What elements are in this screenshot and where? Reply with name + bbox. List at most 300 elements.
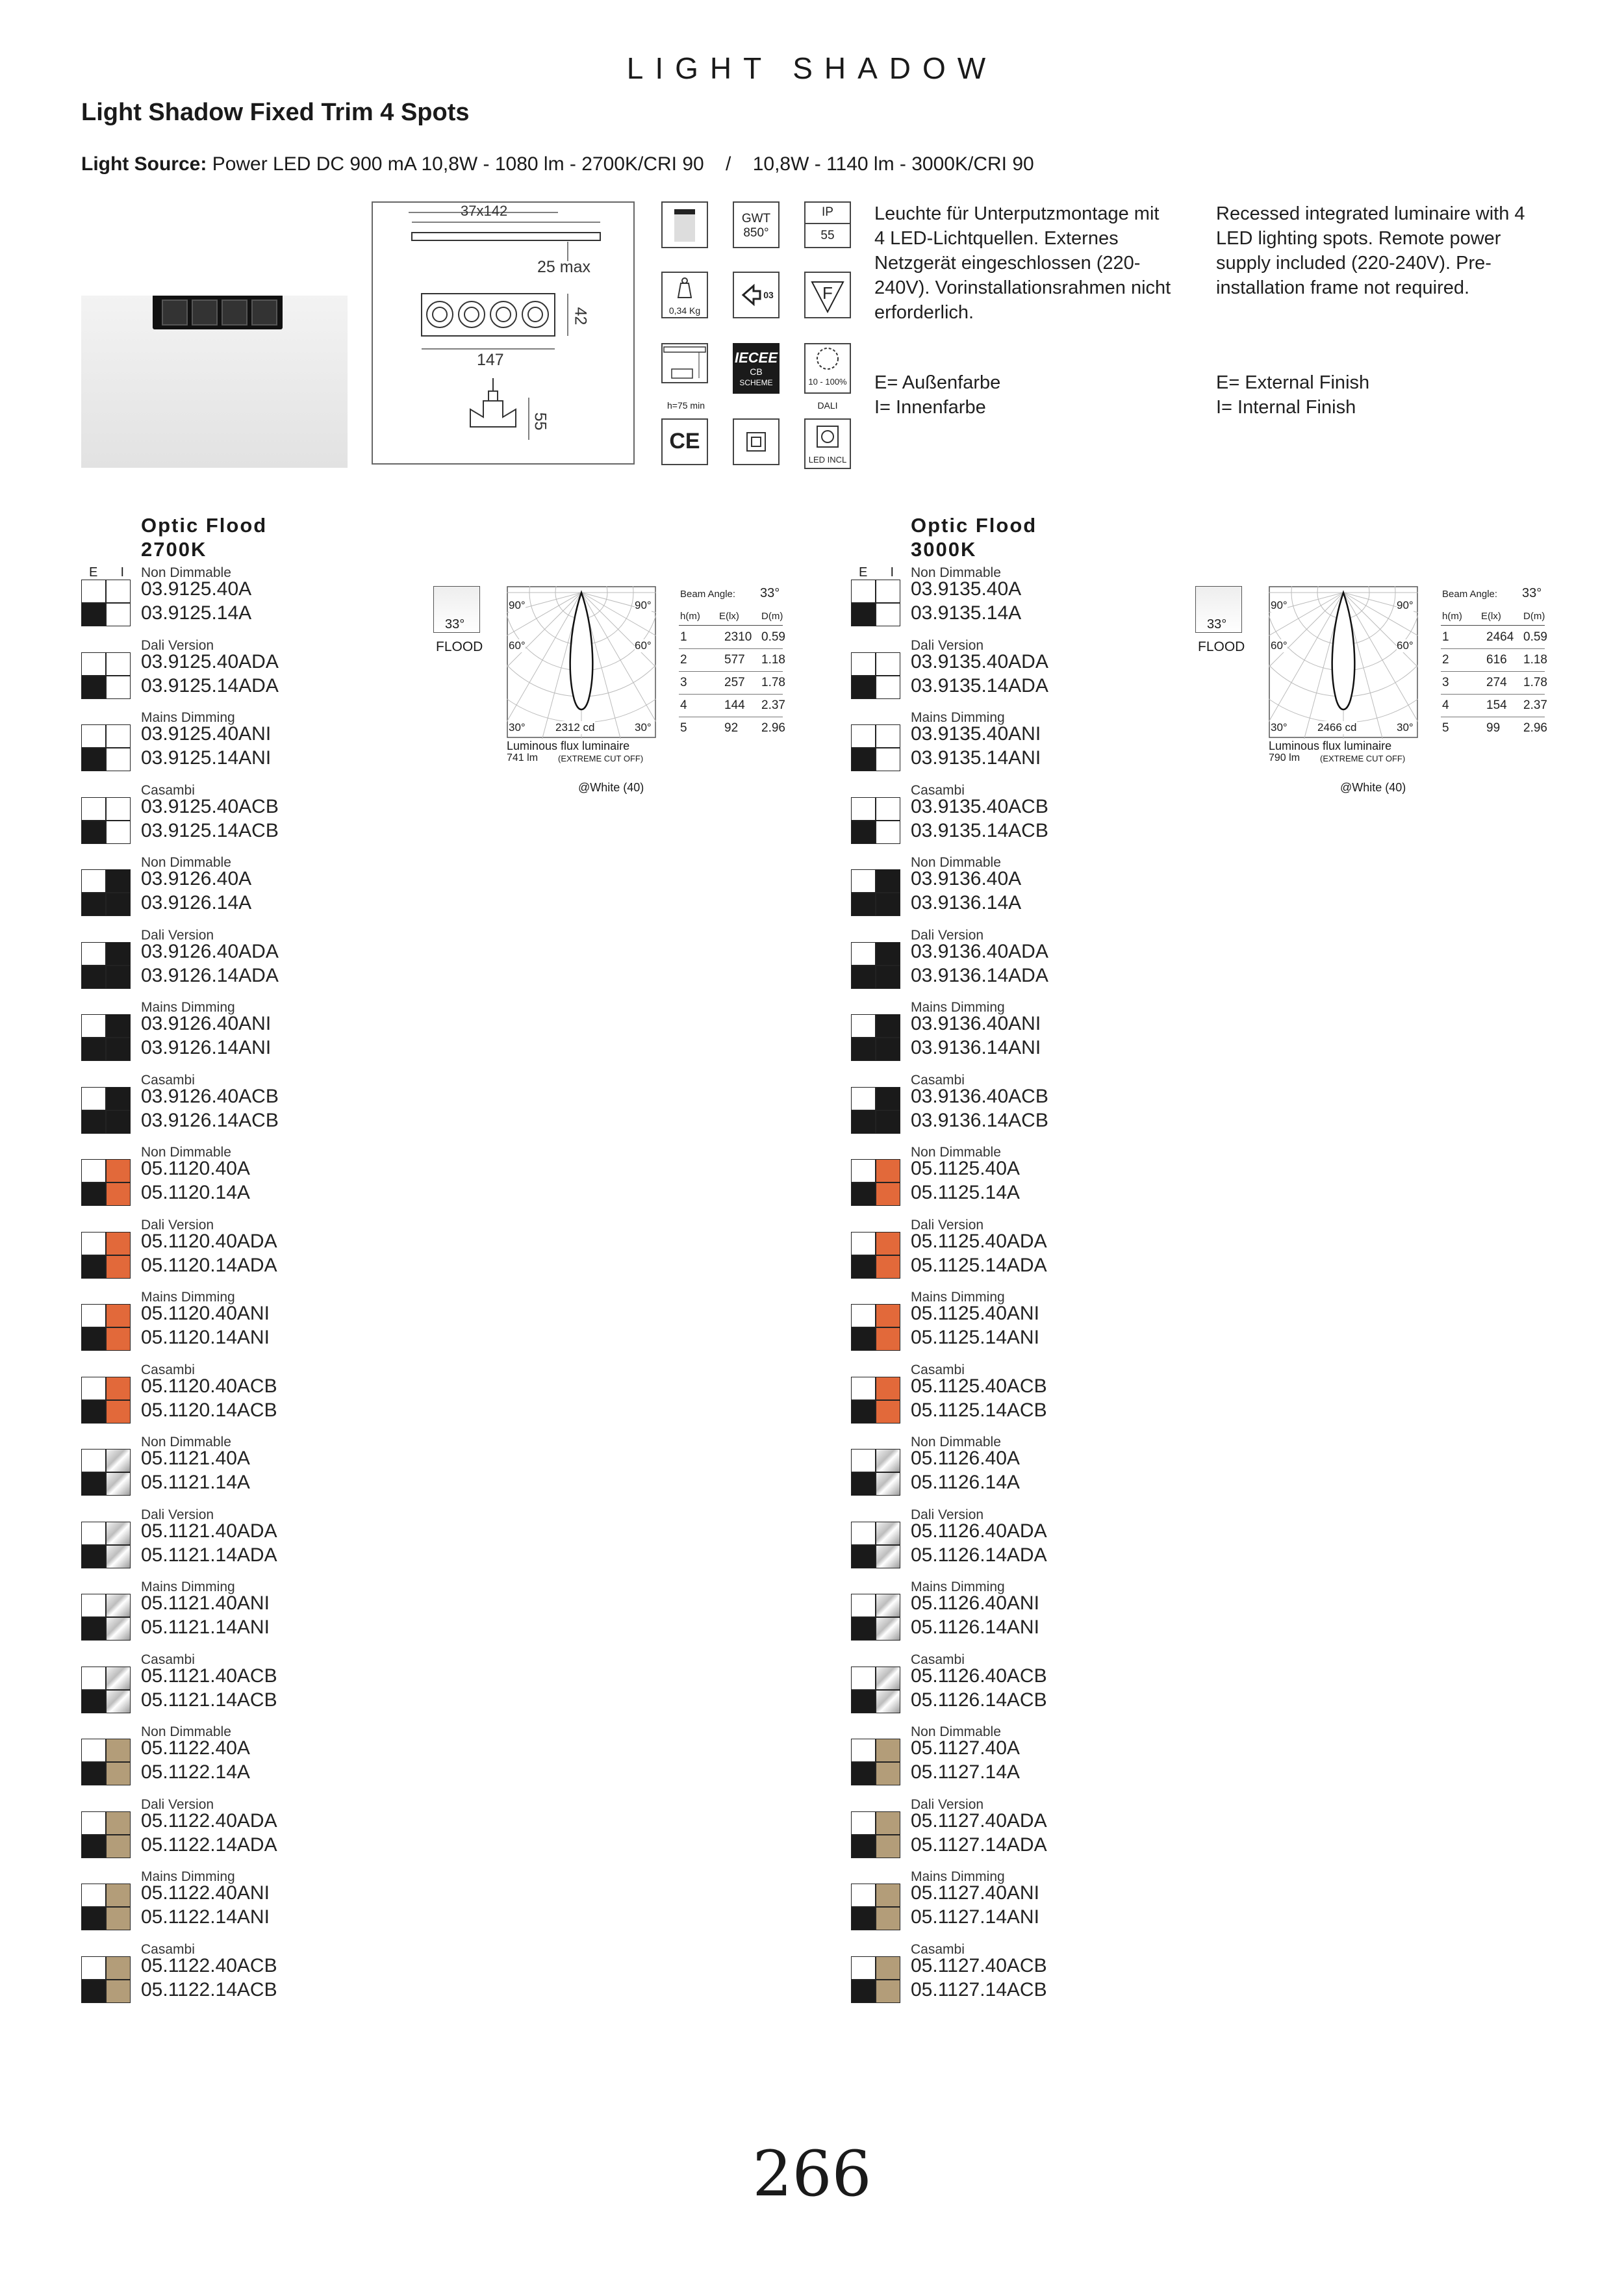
variant-caption: Non Dimmable <box>141 855 231 870</box>
gwt-icon: GWT 850° <box>733 201 780 248</box>
finish-swatch-inner-bottom <box>876 603 900 626</box>
finish-swatch-inner-top <box>876 1811 900 1835</box>
table-cell: 2.96 <box>1523 721 1547 735</box>
product-variant <box>851 1435 1189 1506</box>
product-variant <box>81 928 419 999</box>
variant-caption: Dali Version <box>911 1217 984 1233</box>
product-variant <box>81 1942 419 2013</box>
product-code-external: 05.1127.40ADA <box>911 1809 1047 1832</box>
product-variant <box>81 1362 419 1434</box>
finish-swatch-inner-bottom <box>106 1545 131 1568</box>
dimming-icon: 10 - 100% <box>804 343 851 394</box>
product-variant <box>851 1145 1189 1216</box>
table-cell: 1 <box>1442 630 1449 644</box>
finish-swatch-inner-bottom <box>106 1690 131 1713</box>
finish-swatch-outer-top <box>81 1159 106 1182</box>
variant-caption: Casambi <box>911 1072 965 1088</box>
finish-swatch-inner-top <box>876 724 900 748</box>
finish-swatch-inner-top <box>106 724 131 748</box>
table-cell: 154 <box>1486 698 1507 712</box>
finish-swatch-outer-bottom <box>81 821 106 844</box>
product-variant <box>81 565 419 637</box>
description-english: Recessed integrated luminaire with 4 LED lighting spots. Remote power supply included (220-240V). Pre-installation frame not required. <box>1216 203 1525 298</box>
variant-caption: Mains Dimming <box>911 1579 1005 1594</box>
finish-swatch-inner-top <box>106 1159 131 1182</box>
finish-swatch-outer-bottom <box>851 676 876 699</box>
product-code-external: 03.9125.40ANI <box>141 723 272 745</box>
product-code-external: 05.1120.40ACB <box>141 1375 277 1397</box>
table-cell: 1 <box>680 630 687 644</box>
finish-e-german: E= Außenfarbe <box>874 372 1001 393</box>
product-code-external: 05.1126.40A <box>911 1448 1020 1469</box>
product-code-internal: 05.1122.14ADA <box>141 1833 277 1856</box>
finish-swatch-outer-bottom <box>81 1980 106 2003</box>
finish-swatch-inner-bottom <box>106 893 131 916</box>
iecee-cb-icon: IECEE CB SCHEME <box>733 343 780 394</box>
table-header: h(m) <box>680 611 700 622</box>
finish-swatch-inner-bottom <box>876 1907 900 1930</box>
finish-swatch-outer-bottom <box>851 1545 876 1568</box>
variant-caption: Casambi <box>911 782 965 798</box>
finish-swatch-inner-top <box>106 942 131 965</box>
finish-swatch-outer-bottom <box>81 748 106 771</box>
finish-swatch-outer-bottom <box>81 893 106 916</box>
table-cell: 144 <box>724 698 745 712</box>
finish-swatch-outer-top <box>851 1159 876 1182</box>
description-german: Leuchte für Unterputzmontage mit 4 LED-Lichtquellen. Externes Netzgerät eingeschlossen (220-240V). Vorinstallationsrahmen nicht erforderlich. <box>874 203 1171 323</box>
optic-heading <box>911 513 1037 561</box>
finish-swatch-inner-bottom <box>106 1835 131 1858</box>
product-code-internal: 05.1126.14ADA <box>911 1544 1047 1566</box>
photometric-3000k <box>1195 585 1559 806</box>
angle-30-left: 30° <box>1271 721 1288 734</box>
variant-caption: Non Dimmable <box>141 1145 231 1160</box>
variant-caption: Dali Version <box>141 1796 214 1812</box>
finish-swatch-outer-top <box>81 652 106 676</box>
product-code-external: 05.1126.40ACB <box>911 1665 1047 1687</box>
angle-30-right: 30° <box>635 721 652 734</box>
product-variant <box>851 1942 1189 2013</box>
product-code-external: 05.1121.40ACB <box>141 1665 277 1687</box>
finish-swatch-outer-bottom <box>81 1255 106 1279</box>
beam-angle-label: Beam Angle: <box>1442 589 1498 600</box>
finish-swatch-outer-top <box>851 797 876 821</box>
finish-swatch-inner-top <box>876 1449 900 1472</box>
product-code-external: 03.9126.40ANI <box>141 1013 272 1034</box>
finish-swatch-inner-top <box>876 1304 900 1327</box>
finish-swatch-outer-top <box>81 1594 106 1617</box>
finish-swatch-inner-bottom <box>106 1110 131 1134</box>
light-source-label: Light Source: <box>81 153 207 175</box>
finish-swatch-outer-top <box>81 1956 106 1980</box>
finish-swatch-outer-top <box>851 1087 876 1110</box>
finish-swatch-inner-top <box>106 1956 131 1980</box>
finish-swatch-inner-top <box>876 1739 900 1762</box>
product-code-external: 05.1125.40A <box>911 1158 1020 1179</box>
finish-i-english: I= Internal Finish <box>1216 397 1356 418</box>
table-divider <box>679 625 783 626</box>
variant-caption: Dali Version <box>911 1507 984 1522</box>
product-code-external: 05.1126.40ANI <box>911 1592 1039 1614</box>
finish-swatch-inner-bottom <box>876 1835 900 1858</box>
variant-caption: Non Dimmable <box>141 565 231 580</box>
product-variant <box>851 1507 1189 1579</box>
product-code-external: 03.9135.40ADA <box>911 650 1048 672</box>
finish-swatch-outer-top <box>81 1522 106 1545</box>
variant-caption: Dali Version <box>141 1217 214 1233</box>
finish-swatch-outer-bottom <box>851 1182 876 1206</box>
variant-caption: Dali Version <box>141 1507 214 1522</box>
product-variant <box>81 783 419 854</box>
finish-swatch-outer-top <box>81 1232 106 1255</box>
table-cell: 2310 <box>724 630 752 644</box>
flux-value: 790 lm <box>1269 752 1300 763</box>
finish-swatch-inner-top <box>876 1594 900 1617</box>
finish-swatch-inner-bottom <box>876 1617 900 1641</box>
finish-swatch-inner-top <box>106 797 131 821</box>
finish-swatch-outer-bottom <box>851 1835 876 1858</box>
beam-angle-label: Beam Angle: <box>680 589 736 600</box>
finish-swatch-outer-bottom <box>81 1472 106 1496</box>
product-code-internal: 05.1127.14ADA <box>911 1833 1047 1856</box>
finish-swatch-outer-top <box>851 1594 876 1617</box>
variant-caption: Mains Dimming <box>141 1579 235 1594</box>
finish-reference: @White (40) <box>578 781 644 794</box>
finish-swatch-outer-top <box>851 1739 876 1762</box>
product-code-internal: 05.1121.14ADA <box>141 1544 277 1566</box>
finish-swatch-inner-top <box>106 580 131 603</box>
table-cell: 2.37 <box>1523 698 1547 712</box>
product-variant <box>81 1797 419 1869</box>
finish-swatch-inner-bottom <box>106 1762 131 1785</box>
finish-swatch-inner-bottom <box>106 676 131 699</box>
cutoff-label: (EXTREME CUT OFF) <box>1320 754 1406 763</box>
finish-swatch-inner-top <box>106 1811 131 1835</box>
finish-swatch-outer-top <box>81 1811 106 1835</box>
variant-caption: Mains Dimming <box>911 1290 1005 1305</box>
product-code-internal: 03.9126.14A <box>141 892 252 913</box>
optic-name: Optic Flood <box>141 514 268 537</box>
product-code-external: 05.1127.40ANI <box>911 1882 1039 1904</box>
product-code-external: 05.1122.40ACB <box>141 1954 277 1976</box>
product-code-external: 03.9125.40ADA <box>141 650 279 672</box>
variant-caption: Casambi <box>141 1941 195 1957</box>
finish-swatch-outer-top <box>851 1377 876 1400</box>
finish-swatch-outer-bottom <box>851 1110 876 1134</box>
finish-swatch-inner-bottom <box>876 1255 900 1279</box>
installation-height-label: h=75 min <box>667 400 705 411</box>
product-code-external: 05.1121.40ANI <box>141 1592 270 1614</box>
finish-swatch-inner-top <box>106 1014 131 1038</box>
variant-caption: Non Dimmable <box>911 1145 1001 1160</box>
finish-swatch-outer-bottom <box>81 1400 106 1424</box>
ip-rating-icon: IP 55 <box>804 201 851 248</box>
table-cell: 2464 <box>1486 630 1514 644</box>
finish-swatch-outer-top <box>851 869 876 893</box>
product-code-internal: 03.9136.14ANI <box>911 1037 1041 1058</box>
product-code-external: 03.9126.40A <box>141 868 252 889</box>
angle-60-right: 60° <box>635 639 652 652</box>
table-divider <box>1441 625 1545 626</box>
finish-swatch-inner-bottom <box>876 1980 900 2003</box>
finish-swatch-outer-top <box>81 1304 106 1327</box>
table-cell: 2.37 <box>761 698 785 712</box>
finish-legend: E I <box>859 565 900 580</box>
angle-90-left: 90° <box>509 599 526 611</box>
variant-caption: Non Dimmable <box>911 565 1001 580</box>
table-cell: 274 <box>1486 676 1507 689</box>
product-variant <box>851 1000 1189 1071</box>
product-variant <box>851 1797 1189 1869</box>
dimension-drawing <box>372 201 635 465</box>
product-variant <box>851 855 1189 926</box>
variant-caption: Mains Dimming <box>141 1000 235 1015</box>
product-code-external: 05.1125.40ACB <box>911 1375 1047 1397</box>
product-variant <box>81 855 419 926</box>
finish-swatch-inner-bottom <box>106 1472 131 1496</box>
finish-swatch-outer-bottom <box>851 1327 876 1351</box>
product-photo <box>81 296 348 468</box>
product-variant <box>81 1724 419 1796</box>
finish-legend: E I <box>89 565 130 580</box>
table-row-divider <box>1441 648 1545 649</box>
optic-name: Optic Flood <box>911 514 1037 537</box>
table-cell: 92 <box>724 721 739 735</box>
table-cell: 3 <box>680 676 687 689</box>
product-code-external: 03.9135.40ACB <box>911 795 1048 817</box>
flux-label: Luminous flux luminaire <box>507 739 630 752</box>
table-cell: 1.18 <box>761 653 785 667</box>
product-variant <box>851 1579 1189 1651</box>
product-code-external: 03.9136.40A <box>911 868 1022 889</box>
variant-caption: Mains Dimming <box>141 1290 235 1305</box>
finish-swatch-outer-bottom <box>851 603 876 626</box>
finish-swatch-outer-top <box>851 1956 876 1980</box>
finish-swatch-outer-bottom <box>81 965 106 989</box>
product-code-internal: 05.1125.14ANI <box>911 1327 1039 1348</box>
product-code-internal: 05.1120.14ADA <box>141 1254 277 1276</box>
product-code-internal: 05.1120.14A <box>141 1182 250 1203</box>
product-code-external: 03.9136.40ACB <box>911 1085 1048 1107</box>
variant-caption: Non Dimmable <box>141 1435 231 1450</box>
finish-swatch-inner-top <box>876 1884 900 1907</box>
weight-icon: 0,34 Kg <box>661 272 708 318</box>
product-variant <box>81 710 419 782</box>
product-variant <box>81 1869 419 1941</box>
table-cell: 1.78 <box>761 676 785 689</box>
dim-max-depth: 25 max <box>537 258 590 276</box>
finish-swatch-inner-top <box>876 1232 900 1255</box>
finish-swatch-outer-bottom <box>851 1400 876 1424</box>
page-number: 266 <box>752 2138 872 2210</box>
finish-swatch-inner-top <box>876 797 900 821</box>
product-code-internal: 03.9126.14ANI <box>141 1037 272 1058</box>
variant-caption: Mains Dimming <box>141 710 235 725</box>
product-variant <box>81 1073 419 1144</box>
finish-swatch-outer-top <box>81 1014 106 1038</box>
finish-swatch-inner-top <box>876 1159 900 1182</box>
finish-swatch-outer-bottom <box>851 1617 876 1641</box>
finish-swatch-inner-top <box>106 1377 131 1400</box>
cutoff-label: (EXTREME CUT OFF) <box>558 754 644 763</box>
variant-caption: Casambi <box>911 1652 965 1667</box>
finish-swatch-inner-bottom <box>876 893 900 916</box>
product-code-external: 05.1122.40ANI <box>141 1882 270 1904</box>
table-cell: 5 <box>680 721 687 735</box>
table-header: h(m) <box>1442 611 1462 622</box>
table-cell: 2 <box>1442 653 1449 667</box>
product-code-internal: 05.1120.14ACB <box>141 1399 277 1421</box>
table-header: E(lx) <box>1481 611 1501 622</box>
product-code-external: 05.1121.40A <box>141 1448 250 1469</box>
product-code-internal: 03.9136.14ADA <box>911 964 1048 986</box>
finish-swatch-outer-top <box>81 1087 106 1110</box>
finish-swatch-outer-bottom <box>851 1907 876 1930</box>
finish-swatch-inner-top <box>106 1739 131 1762</box>
variant-caption: Dali Version <box>911 637 984 653</box>
product-code-internal: 03.9136.14A <box>911 892 1022 913</box>
finish-swatch-outer-bottom <box>81 1182 106 1206</box>
finish-swatch-inner-top <box>106 1884 131 1907</box>
intensity-curve <box>1332 593 1355 709</box>
finish-swatch-inner-bottom <box>106 821 131 844</box>
finish-swatch-inner-bottom <box>876 1400 900 1424</box>
variant-caption: Casambi <box>911 1362 965 1377</box>
product-code-internal: 03.9136.14ACB <box>911 1109 1048 1131</box>
product-code-external: 03.9136.40ADA <box>911 940 1048 962</box>
product-code-external: 05.1120.40ANI <box>141 1303 270 1324</box>
finish-swatch-outer-top <box>81 942 106 965</box>
finish-swatch-outer-bottom <box>851 965 876 989</box>
finish-swatch-outer-bottom <box>81 676 106 699</box>
table-header: D(m) <box>761 611 783 622</box>
product-code-external: 03.9135.40A <box>911 578 1022 600</box>
product-variant <box>851 928 1189 999</box>
energy-class-icon: 03 <box>733 272 780 318</box>
product-code-internal: 03.9125.14ADA <box>141 674 279 696</box>
finish-swatch-outer-bottom <box>81 1327 106 1351</box>
finish-swatch-inner-bottom <box>876 1690 900 1713</box>
product-code-external: 03.9135.40ANI <box>911 723 1041 745</box>
finish-swatch-inner-bottom <box>106 1038 131 1061</box>
optic-cct: 3000K <box>911 538 977 561</box>
finish-swatch-outer-bottom <box>851 1038 876 1061</box>
finish-swatch-inner-top <box>876 580 900 603</box>
finish-swatch-outer-top <box>851 1232 876 1255</box>
variant-caption: Dali Version <box>141 637 214 653</box>
product-code-external: 05.1122.40ADA <box>141 1809 277 1832</box>
variant-caption: Mains Dimming <box>911 710 1005 725</box>
table-cell: 4 <box>680 698 687 712</box>
f-mark-icon: F <box>804 272 851 318</box>
product-code-internal: 03.9135.14ADA <box>911 674 1048 696</box>
finish-swatch-outer-top <box>851 1522 876 1545</box>
photometric-2700k <box>433 585 797 806</box>
finish-swatch-outer-bottom <box>851 1255 876 1279</box>
product-variant <box>81 1435 419 1506</box>
finish-swatch-inner-bottom <box>876 1110 900 1134</box>
finish-swatch-outer-bottom <box>81 1690 106 1713</box>
finish-swatch-inner-top <box>106 1667 131 1690</box>
finish-swatch-inner-top <box>876 1087 900 1110</box>
product-title: Light Shadow Fixed Trim 4 Spots <box>81 99 470 126</box>
optic-cct: 2700K <box>141 538 207 561</box>
light-source-line <box>81 153 1034 175</box>
finish-swatch-inner-bottom <box>106 1182 131 1206</box>
product-code-internal: 05.1121.14ANI <box>141 1616 270 1638</box>
table-header: D(m) <box>1523 611 1545 622</box>
product-code-external: 05.1122.40A <box>141 1737 250 1759</box>
dim-width-depth: 37x142 <box>461 203 508 219</box>
finish-swatch-inner-top <box>106 1449 131 1472</box>
finish-swatch-inner-top <box>106 1087 131 1110</box>
angle-30-right: 30° <box>1397 721 1414 734</box>
table-cell: 0.59 <box>1523 630 1547 644</box>
class-iii-icon <box>733 418 780 465</box>
angle-60-right: 60° <box>1397 639 1414 652</box>
finish-swatch-inner-bottom <box>876 748 900 771</box>
product-code-internal: 05.1122.14ANI <box>141 1906 270 1928</box>
product-variant <box>81 1652 419 1724</box>
peak-candela: 2312 cd <box>555 721 595 734</box>
product-variant <box>81 1145 419 1216</box>
brand-title: LIGHT SHADOW <box>626 51 998 85</box>
finish-swatch-outer-bottom <box>81 1617 106 1641</box>
finish-swatch-inner-bottom <box>106 603 131 626</box>
product-code-external: 03.9125.40A <box>141 578 252 600</box>
variant-caption: Non Dimmable <box>141 1724 231 1739</box>
finish-swatch-inner-top <box>876 1956 900 1980</box>
table-cell: 1.78 <box>1523 676 1547 689</box>
finish-swatch-inner-bottom <box>876 1472 900 1496</box>
finish-swatch-outer-top <box>851 724 876 748</box>
beam-angle-value: 33° <box>760 586 780 600</box>
finish-swatch-inner-top <box>876 1522 900 1545</box>
finish-swatch-inner-bottom <box>876 1762 900 1785</box>
dali-label: DALI <box>817 400 838 411</box>
table-cell: 257 <box>724 676 745 689</box>
finish-swatch-outer-bottom <box>851 821 876 844</box>
product-code-external: 05.1127.40ACB <box>911 1954 1047 1976</box>
finish-swatch-outer-bottom <box>81 1907 106 1930</box>
finish-swatch-inner-top <box>106 1522 131 1545</box>
variant-caption: Mains Dimming <box>911 1869 1005 1884</box>
finish-swatch-inner-bottom <box>876 1545 900 1568</box>
angle-90-right: 90° <box>635 599 652 611</box>
finish-swatch-inner-bottom <box>876 821 900 844</box>
product-code-internal: 03.9135.14ACB <box>911 819 1048 841</box>
product-variant <box>851 1362 1189 1434</box>
product-code-internal: 05.1122.14ACB <box>141 1978 277 2000</box>
finish-swatch-outer-top <box>81 1667 106 1690</box>
product-code-internal: 05.1125.14ADA <box>911 1254 1047 1276</box>
dim-length: 147 <box>477 351 504 369</box>
finish-reference: @White (40) <box>1340 781 1406 794</box>
table-cell: 616 <box>1486 653 1507 667</box>
flood-angle: 33° <box>445 617 465 632</box>
product-code-external: 03.9126.40ADA <box>141 940 279 962</box>
finish-swatch-outer-top <box>851 652 876 676</box>
product-code-external: 05.1126.40ADA <box>911 1520 1047 1542</box>
finish-swatch-inner-top <box>876 869 900 893</box>
finish-swatch-inner-top <box>106 652 131 676</box>
product-code-internal: 03.9135.14ANI <box>911 747 1041 769</box>
polar-diagram <box>1269 586 1418 739</box>
angle-90-left: 90° <box>1271 599 1288 611</box>
finish-swatch-outer-top <box>81 1449 106 1472</box>
finish-swatch-inner-top <box>106 1232 131 1255</box>
finish-swatch-inner-top <box>106 1594 131 1617</box>
